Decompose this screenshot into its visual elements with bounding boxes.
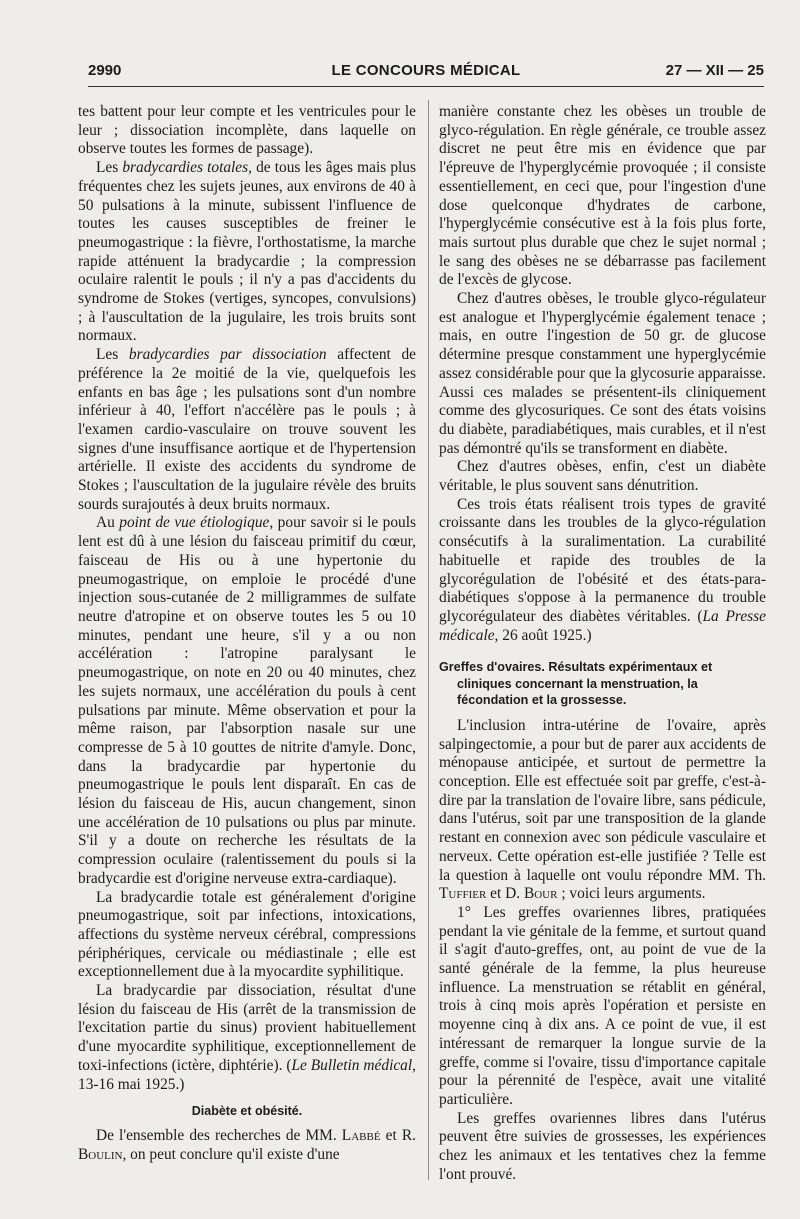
paragraph: L'inclusion intra-utérine de l'ovaire, après salpingectomie, a pour but de parer aux accidents de ménopause anticipée, et surtout de permettre la conception. Elle est effectuée soit par greffe, c'est-à-dire par la translation de l'ovaire libre, sans pédicule, dans l'utérus, soit par une transposition de la glande restant en connexion avec son pédicule vasculaire et nerveux. Cette opération est-elle justifiée ? Telle est la question à laquelle ont voulu répondre MM. Th. Tuffier et D. Bour ; voici leurs arguments. [439, 716, 766, 903]
page-header [88, 60, 764, 86]
paragraph: Ces trois états réalisent trois types de gravité croissante dans les troubles de la glyco-régulation consécutifs à la suralimentation. La curabilité habituelle et rapide des troubles de la glycorégulation de l'obésité et des états-para-diabétiques s'oppose à la permanence du trouble glycorégulateur des diabètes véritables. (La Presse médicale, 26 août 1925.) [439, 495, 766, 644]
author-name: Labbé [341, 1126, 381, 1144]
source-citation: La Presse médicale, [439, 607, 766, 644]
paragraph: De l'ensemble des recherches de MM. Labbé et R. Boulin, on peut conclure qu'il existe d'une [78, 1126, 416, 1163]
paragraph: Chez d'autres obèses, enfin, c'est un diabète véritable, le plus souvent sans dénutrition. [439, 458, 766, 495]
emphasis: bradycardies totales, [122, 159, 252, 177]
paragraph: Chez d'autres obèses, le trouble glyco-régulateur est analogue et l'hyperglycémie également tenace ; mais, en outre l'ingestion de 50 gr. de glucose détermine presque constamment une hyperglycémie assez considérable pour que la glycosurie apparaisse. Aussi ces malades se présentent-ils cliniquement comme des glycosuriques. Ce sont des états voisins du diabète, paradiabétiques, mais curables, et il n'est pas démontré qu'ils se transforment en diabète. [439, 290, 766, 457]
header-rule [88, 86, 764, 87]
column-divider [428, 100, 429, 1180]
paragraph: La bradycardie totale est généralement d'origine pneumogastrique, soit par infections, intoxications, affections du système nerveux cérébral, compressions périphériques, cervicale ou médiastinale ; elle est exceptionnellement due à la myocardite syphilitique. [78, 888, 416, 981]
right-column [439, 103, 766, 1184]
paragraph: Au point de vue étiologique, pour savoir si le pouls lent est dû à une lésion du faisceau primitif du cœur, faisceau de His ou à une hypertonie du pneumogastrique, on emploie le procédé d'une injection sous-cutanée de 2 milligrammes de sulfate neutre d'atropine et on observe toutes les 5 ou 10 minutes, pendant une heure, s'il y a ou non accélération : l'atropine paralysant le pneumogastrique, on note en 20 ou 40 minutes, chez les sujets normaux, une accélération du pouls à cent pulsations par minute. Même observation et pour la même raison, par l'absorption nasale sur une compresse de 5 à 10 gouttes de nitrite d'amyle. Donc, dans la bradycardie par hypertonie du pneumogastrique le pouls lent disparaît. En cas de lésion du faisceau de His, aucun changement, sinon une accélération de 10 pulsations ou plus par minute. S'il y a doute on recherche les résultats de la compression oculaire (ralentissement du pouls si la bradycardie est d'origine nerveuse extra-cardiaque). [78, 514, 416, 887]
paragraph: Les bradycardies totales, de tous les âges mais plus fréquentes chez les sujets jeunes, aux environs de 40 à 50 pulsations à la minute, subissent l'influence de toutes les causes susceptibles de freiner le pneumogastrique : la fièvre, l'orthostatisme, la marche rapide atténuent la bradycardie ; la compression oculaire ralentit le pouls ; il n'y a pas d'accidents du syndrome de Stokes (vertiges, syncopes, convulsions) ; à l'auscultation de la jugulaire, les trois bruits sont normaux. [78, 159, 416, 345]
article-heading: Greffes d'ovaires. Résultats expérimentaux et cliniques concernant la menstruation, la fécondation et la grossesse. [439, 660, 713, 708]
paragraph: tes battent pour leur compte et les ventricules pour le leur ; dissociation incomplète, dans laquelle on observe toutes les formes de passage). [78, 103, 416, 158]
paragraph: Les greffes ovariennes libres dans l'utérus peuvent être suivies de grossesses, les expériences chez les animaux et les tentatives chez la femme l'ont prouvé. [439, 1109, 766, 1183]
source-citation: Le Bulletin médical, [291, 1056, 416, 1074]
paragraph: 1° Les greffes ovariennes libres, pratiquées pendant la vie génitale de la femme, et surtout quand il s'agit d'auto-greffes, ont, au point de vue de la santé générale de la femme, la plus heureuse influence. La menstruation se rétablit en général, trois à cinq mois après l'opération et persiste en moyenne cinq à dix ans. A ce point de vue, il est intéressant de remarquer la longue survie de la greffe, comme si l'ovaire, tissu d'importance capitale pour la pérennité de l'espèce, avait une vitalité particulière. [439, 903, 766, 1108]
journal-title: LE CONCOURS MÉDICAL [331, 62, 521, 79]
emphasis: point de vue étiologique, [119, 514, 274, 532]
author-name: Tuffier [439, 885, 487, 903]
issue-date: 27 — XII — 25 [665, 62, 764, 79]
page-number: 2990 [88, 62, 122, 79]
section-title: Diabète et obésité. [191, 1104, 303, 1119]
author-name: Bour [523, 885, 558, 903]
left-column [78, 103, 416, 1164]
paragraph: La bradycardie par dissociation, résultat d'une lésion du faisceau de His (arrêt de la transmission de l'excitation partie du sinus) provient habituellement d'une myocardite syphilitique, exceptionnellement de toxi-infections (ictère, diphtérie). (Le Bulletin médical, 13-16 mai 1925.) [78, 982, 416, 1093]
paragraph: manière constante chez les obèses un trouble de glyco-régulation. En règle générale, ce trouble assez discret ne peut être mis en évidence que par l'épreuve de l'hyperglycémie provoquée ; il consiste essentiellement, en ceci que, pour l'ingestion d'une dose quelconque d'hydrates de carbone, l'hyperglycémie consécutive est à la fois plus forte, mais surtout plus durable que chez le sujet normal ; le sang des obèses ne se débarrasse pas facilement de l'excès de glycose. [439, 103, 766, 289]
author-name: Boulin [78, 1145, 123, 1163]
emphasis: bradycardies par dissociation [128, 346, 327, 364]
paragraph: Les bradycardies par dissociation affectent de préférence la 2e moitié de la vie, quelquefois les enfants en bas âge ; les pulsations sont d'un nombre inférieur à 40, l'effort n'accélère pas le pouls ; à l'examen cardio-vasculaire on trouve souvent les signes d'une insuffisance aortique et de l'hypertension artérielle. Il existe des accidents du syndrome de Stokes ; l'auscultation de la jugulaire révèle des bruits sourds surajoutés à deux bruits normaux. [78, 346, 416, 513]
